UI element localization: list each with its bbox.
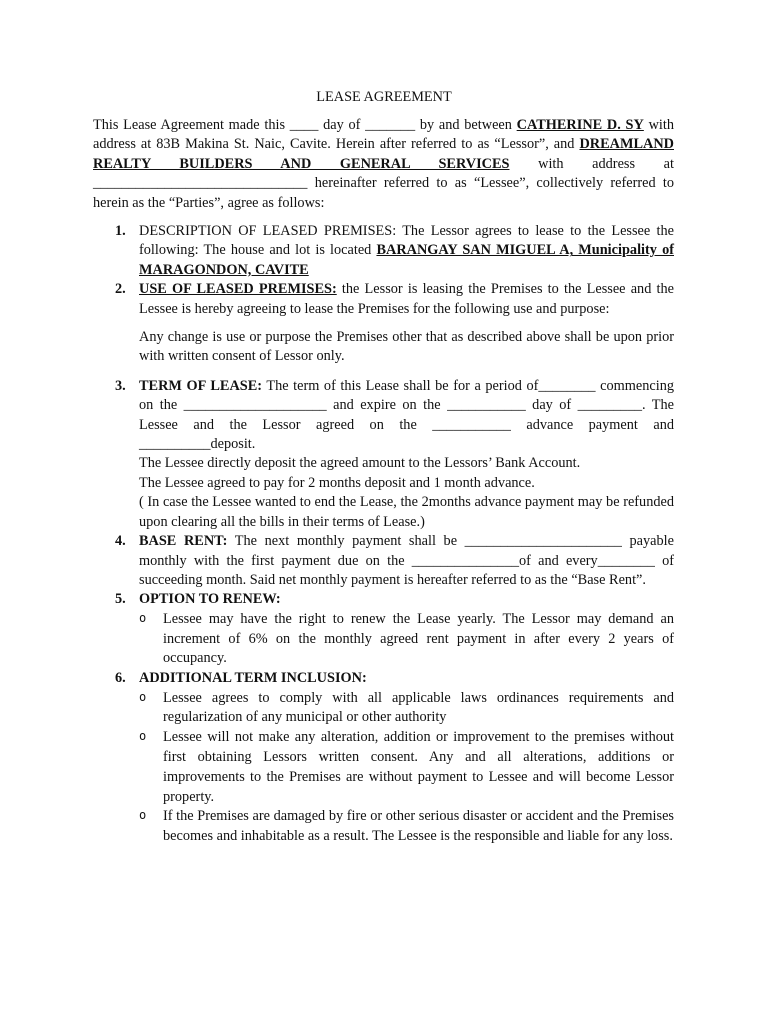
intro-text-1: This Lease Agreement made this ____ day of _______ by and between	[93, 117, 517, 133]
intro-paragraph	[93, 116, 674, 213]
bullet-text: Lessee will not make any alteration, addition or improvement to the premises without first obtaining Lessors written consent. Any and all alterations, additions or improvements to the Premises are without payment to Lessee and will become Lessor property.	[163, 729, 674, 805]
clause-4	[93, 532, 674, 590]
clause-line: The Lessee directly deposit the agreed amount to the Lessors’ Bank Account.	[139, 455, 581, 472]
clause-note: Any change is use or purpose the Premises other that as described above shall be upon prior with written consent of Lessor only.	[139, 329, 674, 365]
bullet-text: Lessee agrees to comply with all applicable laws ordinances requirements and regularization of any municipal or other authority	[163, 689, 674, 726]
clause-number: 1.	[115, 223, 126, 239]
clause-heading: USE OF LEASED PREMISES:	[139, 281, 337, 298]
lessee-name: DREAMLAND REALTY BUILDERS AND GENERAL SERVICES	[93, 136, 674, 172]
premises-location: BARANGAY SAN MIGUEL A, Municipality of MARAGONDON, CAVITE	[139, 242, 674, 278]
clause-number: 5.	[115, 591, 126, 608]
clause-heading: TERM OF LEASE:	[139, 377, 263, 394]
bullet-circle-icon: o	[139, 729, 147, 744]
clause-number: 6.	[115, 670, 126, 687]
clause-line: ( In case the Lessee wanted to end the Lease, the 2months advance payment may be refunded upon clearing all the bills in their terms of Lease.)	[139, 494, 674, 530]
clause-line: The Lessee agreed to pay for 2 months deposit and 1 month advance.	[139, 474, 535, 491]
bullet-item	[139, 807, 674, 847]
bullet-item	[139, 610, 674, 669]
clause-body	[139, 377, 674, 455]
clause-number: 3.	[115, 377, 126, 394]
bullet-circle-icon: o	[139, 610, 147, 625]
clause-6	[93, 669, 674, 847]
clause-number: 4.	[115, 533, 126, 550]
clause-3	[93, 377, 674, 532]
intro-text-3: with address at ______________________________ hereinafter referred to as “Lessee”, collectively referred to herein as the “Parties”, agree as follows:	[93, 155, 674, 211]
bullet-text: If the Premises are damaged by fire or other serious disaster or accident and the Premises becomes and inhabitable as a result. The Lessee is the responsible and liable for any loss.	[163, 808, 674, 845]
bullet-item	[139, 728, 674, 807]
bullet-item	[139, 689, 674, 729]
clause-1	[93, 222, 674, 280]
clause-2	[93, 280, 674, 367]
lessor-name: CATHERINE D. SY	[516, 117, 644, 133]
clause-heading: OPTION TO RENEW:	[139, 591, 281, 608]
document-title: LEASE AGREEMENT	[316, 89, 452, 105]
clause-heading: ADDITIONAL TERM INCLUSION:	[139, 670, 367, 687]
clause-text: DESCRIPTION OF LEASED PREMISES: The Lessor agrees to lease to the Lessee the following: The house and lot is located	[139, 223, 674, 259]
clause-heading: BASE RENT:	[139, 533, 228, 550]
clause-number: 2.	[115, 281, 126, 298]
clause-body	[139, 280, 674, 319]
clause-list	[93, 222, 674, 847]
clause-text: The next monthly payment shall be ______________________ payable monthly with the first payment due on the _______________of and every________ of succeeding month. Said net monthly payment is hereafter referred to as the “Base Rent”.	[139, 533, 674, 588]
clause-body	[139, 222, 674, 280]
bullet-circle-icon: o	[139, 808, 147, 823]
bullet-circle-icon: o	[139, 689, 147, 704]
clause-5	[93, 590, 674, 669]
intro-text-2: with address at 83B Makina St. Naic, Cavite. Herein after referred to as “Lessor”, and	[93, 117, 674, 153]
clause-body	[139, 532, 674, 590]
clause-text: The term of this Lease shall be for a period of________ commencing on the ____________________ and expire on the ___________ day of _________. The Lessee and the Lessor agreed on the ___________ advance payment and __________deposit.	[139, 377, 674, 453]
bullet-text: Lessee may have the right to renew the Lease yearly. The Lessor may demand an increment of 6% on the monthly agreed rent payment in after every 2 years of occupancy.	[163, 610, 674, 667]
clause-text: the Lessor is leasing the Premises to the Lessee and the Lessee is hereby agreeing to lease the Premises for the following use and purpose:	[139, 281, 674, 317]
